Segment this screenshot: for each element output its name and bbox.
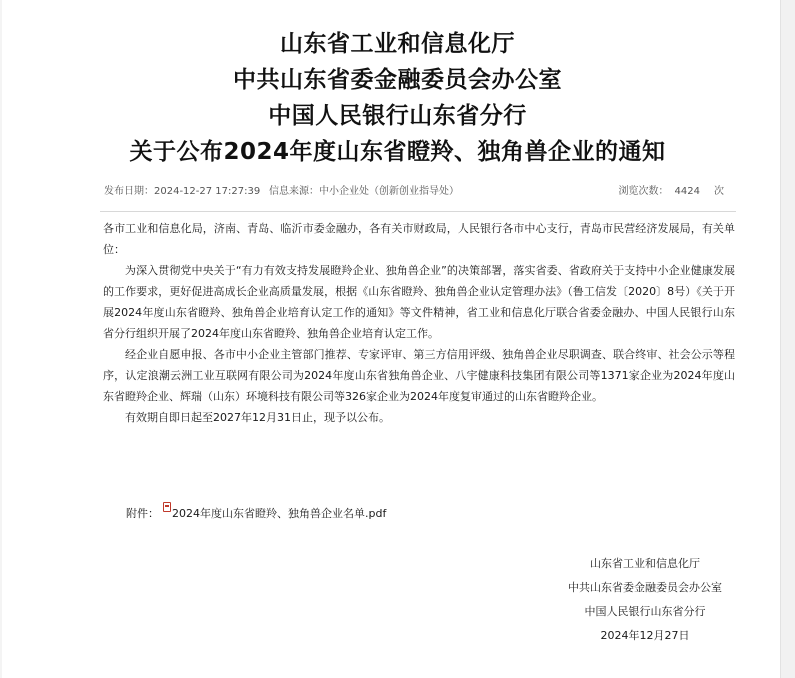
- signature-line-issuer-2: 中共山东省委金融委员会办公室: [568, 581, 722, 594]
- body-paragraph: 经企业自愿申报、各市中小企业主管部门推荐、专家评审、第三方信用评级、独角兽企业尽职调查、联合终审、社会公示等程序，认定浪潮云洲工业互联网有限公司为2024年度山东省独角兽企业、八宇健康科技集团有限公司等1371家企业为2024年度山东省瞪羚企业、辉瑞（山东）环境科技有限公司等326家企业为2024年度复审通过的山东省瞪羚企业。: [103, 348, 735, 403]
- header-divider: [100, 211, 736, 212]
- attachment-row: [126, 505, 386, 521]
- body-paragraph: 为深入贯彻党中央关于“有力有效支持发展瞪羚企业、独角兽企业”的决策部署，落实省委、省政府关于支持中小企业健康发展的工作要求，更好促进高成长企业高质量发展，根据《山东省瞪羚、独角兽企业认定管理办法》（鲁工信发〔2020〕8号）《关于开展2024年度山东省瞪羚、独角兽企业培育认定工作的通知》等文件精神，省工业和信息化厅联合省委金融办、中国人民银行山东省分行组织开展了2024年度山东省瞪羚、独角兽企业培育认定工作。: [103, 264, 735, 340]
- view-count-value: 4424: [674, 186, 700, 197]
- notice-title-block: [0, 26, 795, 170]
- issuer-title-3: 中国人民银行山东省分行: [268, 103, 527, 129]
- view-count-unit: 次: [714, 186, 724, 197]
- salutation-paragraph: 各市工业和信息化局，济南、青岛、临沂市委金融办，各有关市财政局，人民银行各市中心支行，青岛市民营经济发展局，有关单位：: [103, 222, 735, 256]
- body-paragraph: 有效期自即日起至2027年12月31日止，现予以公布。: [125, 411, 390, 424]
- info-source-label: 信息来源：: [269, 186, 319, 197]
- signature-date: 2024年12月27日: [600, 629, 690, 642]
- signature-line-issuer-1: 山东省工业和信息化厅: [590, 557, 700, 570]
- info-source-value: 中小企业处（创新创业指导处）: [319, 186, 459, 197]
- issuer-title-2: 中共山东省委金融委员会办公室: [233, 67, 562, 93]
- publish-date-value: 2024-12-27 17:27:39: [154, 186, 261, 197]
- attachment-download-link[interactable]: 2024年度山东省瞪羚、独角兽企业名单.pdf: [172, 507, 387, 520]
- view-count: [619, 182, 724, 197]
- publish-date: [104, 182, 260, 197]
- notice-title: 关于公布2024年度山东省瞪羚、独角兽企业的通知: [129, 139, 666, 165]
- pdf-file-icon[interactable]: [163, 502, 171, 511]
- article-meta: [104, 182, 724, 198]
- view-count-label: 浏览次数：: [618, 186, 669, 197]
- signature-line-issuer-3: 中国人民银行山东省分行: [584, 605, 706, 618]
- attachment-label: 附件：: [126, 507, 159, 520]
- issuer-title-1: 山东省工业和信息化厅: [280, 31, 515, 57]
- info-source: [269, 182, 459, 197]
- publish-date-label: 发布日期：: [104, 186, 154, 197]
- notice-body: [103, 218, 735, 428]
- signature-block: [540, 552, 750, 648]
